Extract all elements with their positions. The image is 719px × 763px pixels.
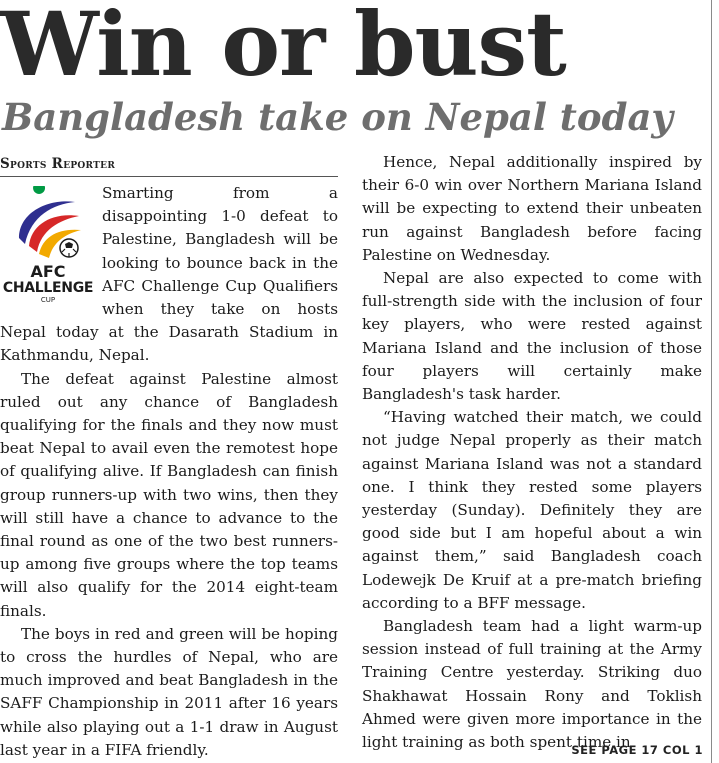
afc-logo-swoosh-icon: [9, 186, 87, 266]
article-column-1: [0, 182, 338, 762]
paragraph: The defeat against Palestine almost ruled out any chance of Bangladesh qualifying for the finals and they now must beat Nepal to avail even the remotest hope of qualifying alive. If Bangladesh can finish group runners-up with two wins, then they will still have a chance to advance to the final round as one of the two best runners-up among five groups where the top teams will also qualify for the 2014 eight-team finals.: [0, 369, 338, 620]
logo-line-cup: CUP: [40, 296, 56, 304]
subheadline: Bangladesh take on Nepal today: [2, 95, 673, 139]
article-column-2: [362, 151, 702, 754]
paragraph: “Having watched their match, we could not judge Nepal properly as their match against Mariana Island was not a standard one. I think they rested some players yesterday (Sunday). Definitely they are good side but I am hopeful about a win against them,” said Bangladesh coach Lodewejk De Kruif at a pre-match briefing according to a BFF message.: [362, 408, 702, 612]
afc-challenge-cup-logo: [0, 186, 96, 308]
paragraph: The boys in red and green will be hoping to cross the hurdles of Nepal, who are much improved and beat Bangladesh in the SAFF Championship in 2011 after 16 years while also playing out a 1-1 draw in August last year in a FIFA friendly.: [0, 624, 338, 759]
paragraph: Bangladesh team had a light warm-up session instead of full training at the Army Training Centre yesterday. Striking duo Shakhawat Hossain Rony and Toklish Ahmed were given more importance in the light training as both spent time in: [362, 617, 702, 752]
paragraph: Smarting from a disappointing 1-0 defeat to Palestine, Bangladesh will be looking to bounce back in the AFC Challenge Cup Qualifiers when they take on hosts Nepal today at the Dasarath Stadium in Kathmandu, Nepal.: [0, 184, 338, 365]
headline: Win or bust: [0, 0, 566, 96]
logo-line-afc: AFC: [30, 262, 66, 281]
paragraph: Hence, Nepal additionally inspired by their 6-0 win over Northern Mariana Island will be expecting to extend their unbeaten run against Bangladesh before facing Palestine on Wednesday.: [362, 153, 702, 264]
byline: Sports Reporter: [0, 154, 338, 177]
logo-line-challenge: CHALLENGE: [2, 280, 94, 296]
paragraph: Nepal are also expected to come with full-strength side with the inclusion of four key players, who were rested against Mariana Island and the inclusion of those four players will certainly make Bangladesh's task harder.: [362, 269, 702, 404]
column-rule: [711, 0, 712, 763]
continuation-jump-line[interactable]: SEE PAGE 17 COL 1: [571, 743, 703, 757]
